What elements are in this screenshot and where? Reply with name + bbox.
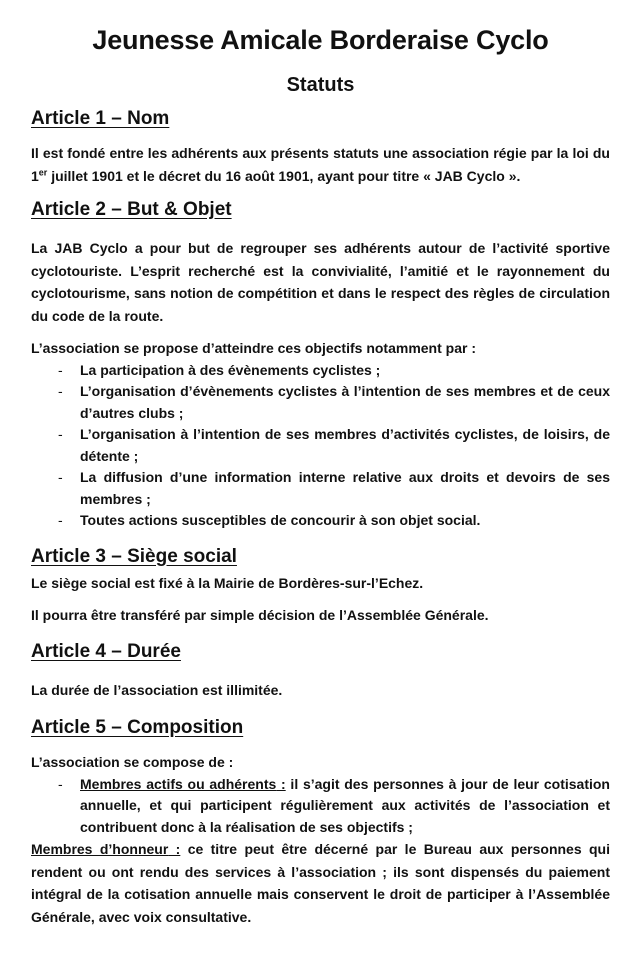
honorary-members-text [31, 838, 610, 928]
article-4 [31, 639, 610, 702]
article-1 [31, 106, 610, 187]
article-1-text-part-b: juillet 1901 et le décret du 16 août 1901, ayant pour titre « JAB Cyclo ». [47, 167, 521, 184]
objectives-list [31, 360, 610, 532]
article-1-text [31, 142, 610, 187]
article-2 [31, 197, 610, 532]
list-item: - La participation à des évènements cyclistes ; [31, 360, 610, 382]
article-2-objectives-intro: L’association se propose d’atteindre ces objectifs notamment par : [31, 340, 476, 356]
article-3-seat: Le siège social est fixé à la Mairie de Bordères-sur-l’Echez. [31, 574, 424, 591]
honorary-members-term: Membres d’honneur [31, 841, 169, 857]
active-members-colon: : [276, 775, 286, 792]
list-item: - L’organisation d’évènements cyclistes à l’intention de ses membres et de ceux d’autres clubs ; [31, 381, 610, 424]
article-4-heading: Article 4 – Durée [31, 640, 181, 662]
list-item: - Toutes actions susceptibles de concourir à son objet social. [31, 510, 610, 532]
article-3-heading: Article 3 – Siège social [31, 545, 237, 567]
list-item: - L’organisation à l’intention de ses membres d’activités cyclistes, de loisirs, de détente ; [31, 424, 610, 467]
article-1-heading: Article 1 – Nom [31, 108, 170, 129]
composition-list [31, 774, 610, 839]
list-item: - La diffusion d’une information interne relative aux droits et devoirs de ses membres ; [31, 467, 610, 510]
article-5-heading: Article 5 – Composition [31, 717, 244, 738]
active-members-text: il s’agit des personnes à jour de leur cotisation annuelle, et qui participent régulièrement aux activités de l’association et contribuent donc à la réalisation de ses objectifs ; [80, 775, 610, 835]
document-subtitle: Statuts [286, 74, 355, 96]
document-title: Jeunesse Amicale Borderaise Cyclo [92, 25, 549, 55]
article-5-intro: L’association se compose de : [31, 754, 234, 770]
list-item-active-members [31, 774, 610, 839]
article-2-purpose: La JAB Cyclo a pour but de regrouper ses adhérents autour de l’activité sportive cyclotouriste. L’esprit recherché est la convivialité, l’amitié et le rayonnement du cyclotourisme, sans notion de compétition et dans le respect des règles de circulation du code de la route. [31, 240, 610, 324]
article-3 [31, 544, 610, 627]
article-4-duration: La durée de l’association est illimitée. [31, 681, 283, 698]
article-3-transfer: Il pourra être transféré par simple décision de l’Assemblée Générale. [31, 607, 489, 623]
article-5 [31, 715, 610, 928]
honorary-members-description: ce titre peut être décerné par le Bureau aux personnes qui rendent ou ont rendu des services à l’association ; ils sont dispensés du paiement intégral de la cotisation annuelle mais conservent le droit de participer à l’Assemblée Générale, avec voix consultative. [31, 841, 610, 925]
ordinal-superscript: er [38, 166, 48, 177]
active-members-term: Membres actifs ou adhérents [80, 775, 277, 792]
article-1-text-part-a: Il est fondé entre les adhérents aux présents statuts une association régie par la loi du 1 [31, 145, 610, 184]
article-2-heading: Article 2 – But & Objet [31, 199, 232, 220]
honorary-members-colon: : [168, 841, 181, 857]
